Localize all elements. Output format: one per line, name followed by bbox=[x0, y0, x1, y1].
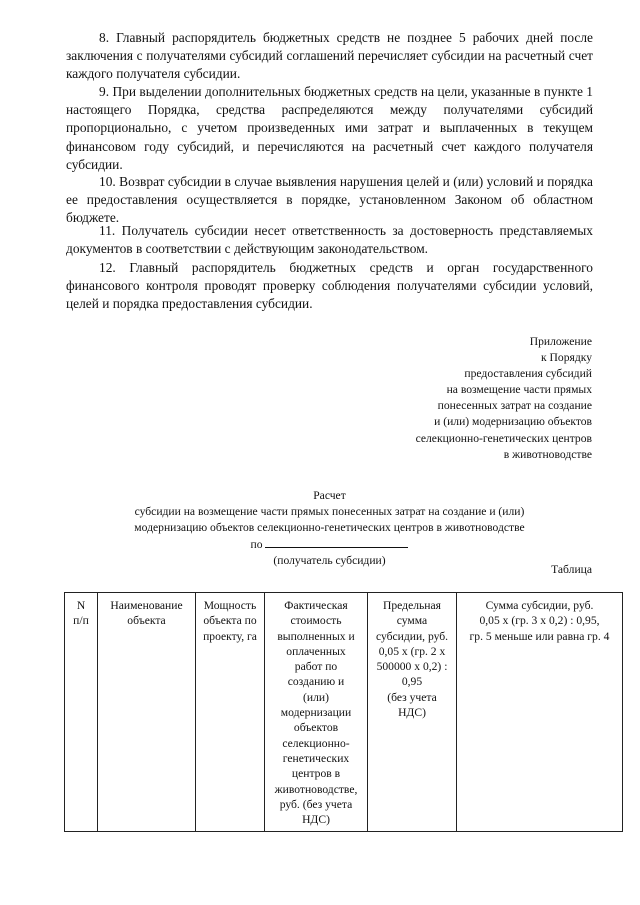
header-cell-number: N п/п bbox=[65, 593, 98, 832]
paragraph-12: 12. Главный распорядитель бюджетных средств и орган государственного финансового контроля проводят проверку соблюдения получателями субсидии условий, целей и порядка предоставления субсидии. bbox=[66, 260, 593, 312]
subsidy-table bbox=[64, 592, 623, 832]
calculation-title: Расчет bbox=[313, 489, 346, 502]
recipient-caption: (получатель субсидии) bbox=[273, 554, 386, 567]
table-header-row bbox=[65, 593, 623, 832]
header-cell-name: Наименование объекта bbox=[98, 593, 196, 832]
appendix-line: Приложение bbox=[529, 335, 592, 348]
header-cell-capacity: Мощность объекта по проекту, га bbox=[196, 593, 265, 832]
recipient-blank bbox=[265, 536, 408, 548]
recipient-line bbox=[66, 536, 593, 553]
calculation-line-2: модернизацию объектов селекционно-генетических центров в животноводстве bbox=[134, 521, 525, 534]
appendix-line: предоставления субсидий bbox=[464, 367, 592, 381]
appendix-line: и (или) модернизацию объектов bbox=[434, 415, 592, 429]
calculation-line-1: субсидии на возмещение части прямых понесенных затрат на создание и (или) bbox=[134, 505, 525, 518]
header-cell-actual-cost: Фактическая стоимость выполненных и оплаченных работ по созданию и (или) модернизации объектов селекционно- генетических центров в животноводстве, руб. (без учета НДС) bbox=[265, 593, 368, 832]
appendix-line: селекционно-генетических центров bbox=[415, 431, 592, 445]
header-cell-max-subsidy: Предельная сумма субсидии, руб. 0,05 x (гр. 2 x 500000 x 0,2) : 0,95 (без учета НДС) bbox=[368, 593, 457, 832]
paragraph-11: 11. Получатель субсидии несет ответственность за достоверность представляемых документов в соответствии с действующим законодательством. bbox=[66, 223, 593, 257]
header-cell-subsidy-amount: Сумма субсидии, руб. 0,05 x (гр. 3 x 0,2) : 0,95, гр. 5 меньше или равна гр. 4 bbox=[457, 593, 623, 832]
paragraph-10: 10. Возврат субсидии в случае выявления нарушения целей и (или) условий и порядка ее предоставления осуществляется в порядке, установленном Законом об областном бюджете. bbox=[66, 174, 593, 226]
appendix-line: понесенных затрат на создание bbox=[437, 399, 592, 413]
paragraph-8: 8. Главный распорядитель бюджетных средств не позднее 5 рабочих дней после заключения с получателями субсидий соглашений перечисляет субсидии на расчетный счет каждого получателя субсидии. bbox=[66, 30, 593, 82]
by-label: по bbox=[250, 538, 263, 551]
appendix-line: в животноводстве bbox=[503, 447, 592, 461]
table-label: Таблица bbox=[551, 563, 592, 576]
appendix-line: на возмещение части прямых bbox=[446, 383, 592, 397]
calculation-heading bbox=[66, 488, 593, 569]
appendix-line: к Порядку bbox=[541, 351, 592, 365]
appendix-block bbox=[332, 334, 592, 463]
paragraph-9: 9. При выделении дополнительных бюджетных средств на цели, указанные в пункте 1 настоящего Порядка, средства распределяются между получателями субсидий пропорционально, с учетом произведенных ими затрат и выплаченных в текущем финансовом году субсидий, и перечисляются на расчетный счет каждого получателя субсидии. bbox=[66, 84, 593, 172]
